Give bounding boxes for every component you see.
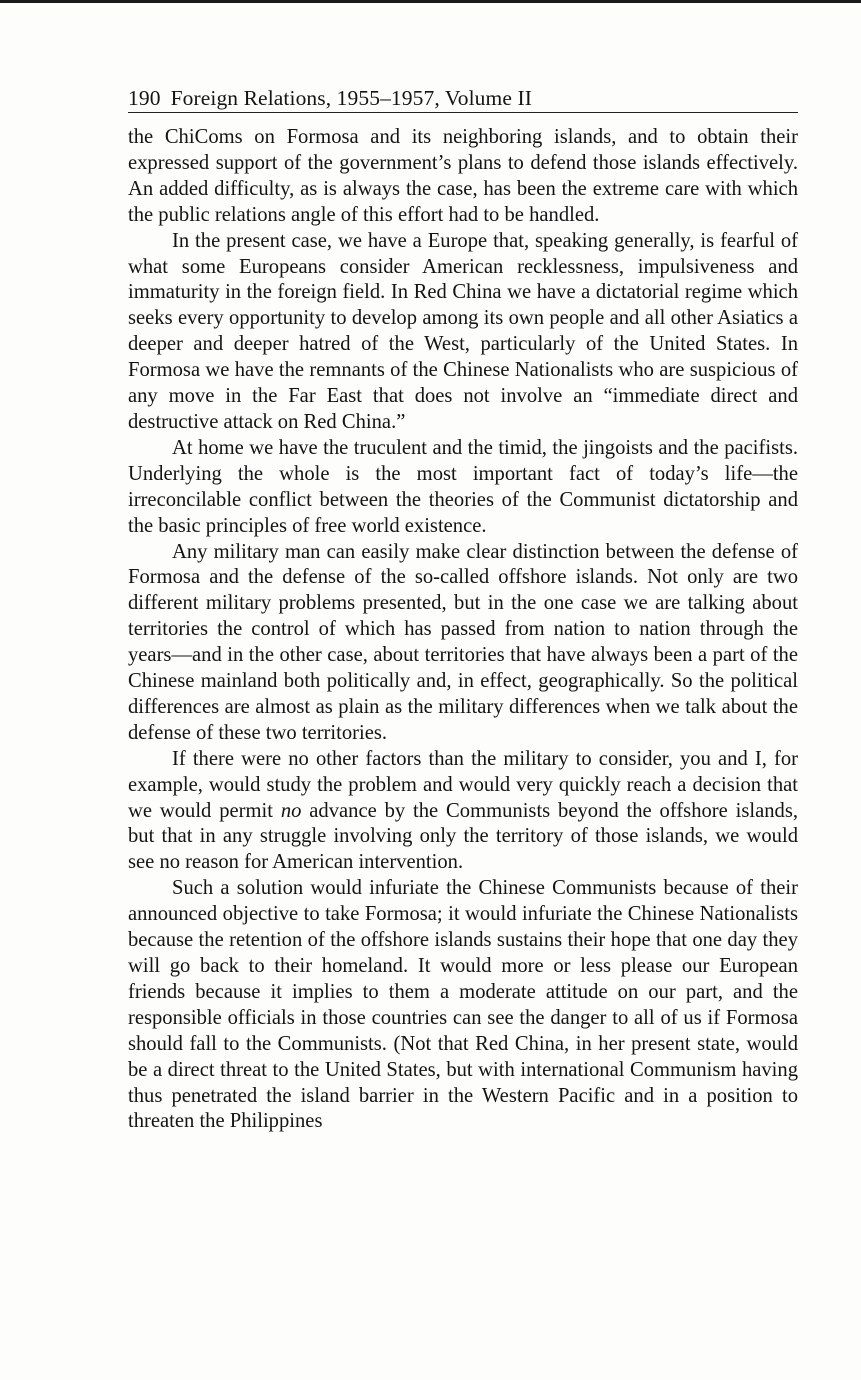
paragraph-3: At home we have the truculent and the timid, the jingoists and the pacifists. Underlying the whole is the most important fact of today’s life—the irreconcilable conflict between the theories of the Communist dictatorship and the basic principles of free world existence. — [128, 436, 798, 537]
paragraph-2: In the present case, we have a Europe that, speaking generally, is fearful of what some Europeans consider American recklessness, impulsiveness and immaturity in the foreign field. In Red China we have a dictatorial regime which seeks every opportunity to develop among its own people and all other Asiatics a deeper and deeper hatred of the West, particularly of the United States. In Formosa we have the remnants of the Chinese Nationalists who are suspicious of any move in the Far East that does not involve an “immediate direct and destructive attack on Red China.” — [128, 229, 798, 433]
running-header — [128, 84, 798, 113]
emphasis-no: no — [280, 799, 302, 822]
page-number: 190 — [128, 86, 161, 110]
paragraph-5: If there were no other factors than the military to consider, you and I, for example, would study the problem and would very quickly reach a decision that we would permit no advance by the Communists beyond the offshore islands, but that in any struggle involving only the territory of those islands, we would see no reason for American intervention. — [128, 747, 798, 874]
document-page — [128, 84, 798, 1135]
running-title: Foreign Relations, 1955–1957, Volume II — [170, 86, 532, 110]
paragraph-4: Any military man can easily make clear distinction between the defense of Formosa and the defense of the so-called offshore islands. Not only are two different military problems presented, but in the one case we are talking about territories the control of which has passed from nation to nation through the years—and in the other case, about territories that have always been a part of the Chinese mainland both politically and, in effect, geographically. So the political differences are almost as plain as the military differences when we talk about the defense of these two territories. — [128, 540, 798, 744]
paragraph-6: Such a solution would infuriate the Chinese Communists because of their announced objective to take Formosa; it would infuriate the Chinese Nationalists because the retention of the offshore islands sustains their hope that one day they will go back to their homeland. It would more or less please our European friends because it implies to them a moderate attitude on our part, and the responsible officials in those countries can see the danger to all of us if Formosa should fall to the Communists. (Not that Red China, in her present state, would be a direct threat to the United States, but with international Communism having thus penetrated the island barrier in the Western Pacific and in a position to threaten the Philippines — [128, 877, 798, 1133]
paragraph-1: the ChiComs on Formosa and its neighboring islands, and to obtain their expressed support of the government’s plans to defend those islands effectively. An added difficulty, as is always the case, has been the extreme care with which the public relations angle of this effort had to be handled. — [128, 126, 798, 226]
body-text — [128, 125, 798, 1135]
page-top-edge — [0, 0, 861, 3]
